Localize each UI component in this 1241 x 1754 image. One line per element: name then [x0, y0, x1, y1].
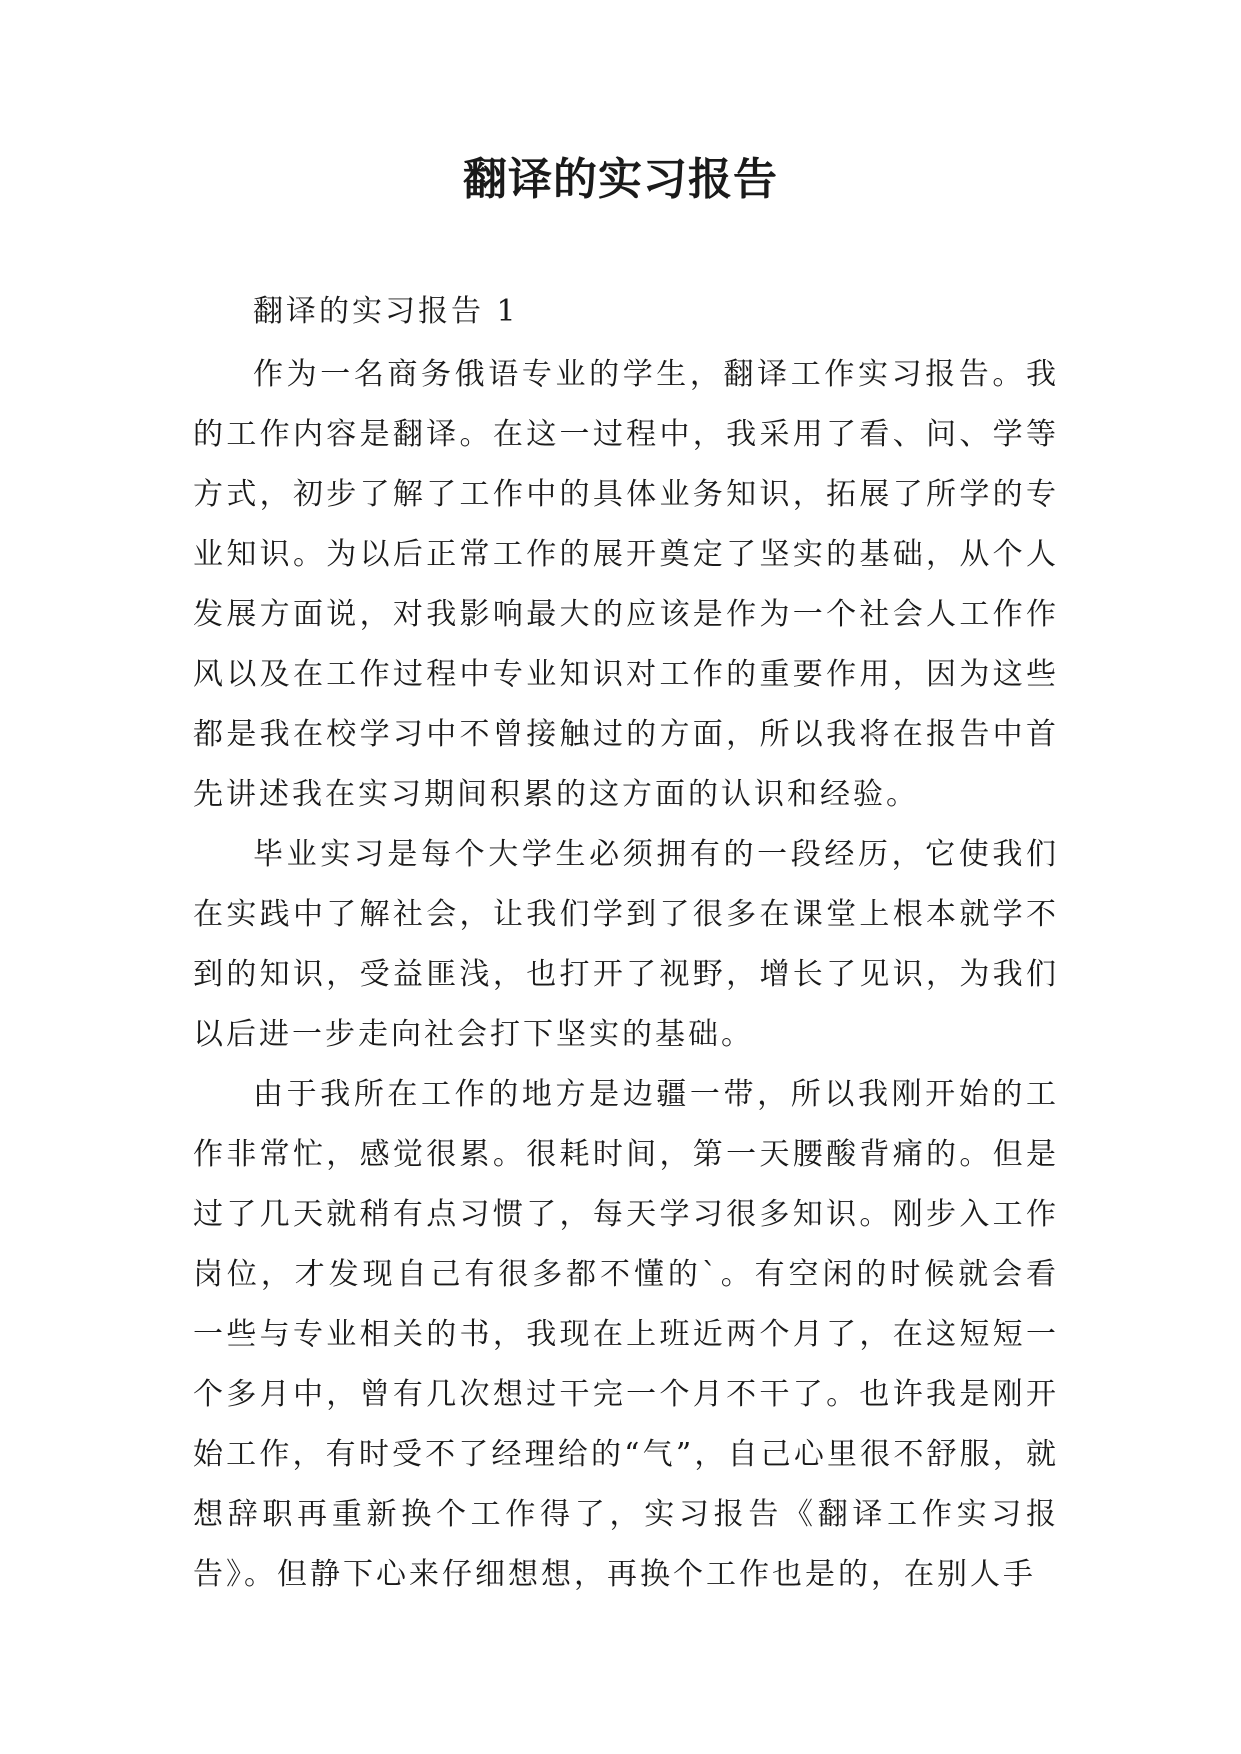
paragraph-1: 作为一名商务俄语专业的学生，翻译工作实习报告。我的工作内容是翻译。在这一过程中，我采用了看、问、学等方式，初步了解了工作中的具体业务知识，拓展了所学的专业知识。为以后正常工作的展开奠定了坚实的基础，从个人发展方面说，对我影响最大的应该是作为一个社会人工作作风以及在工作过程中专业知识对工作的重要作用，因为这些都是我在校学习中不曾接触过的方面，所以我将在报告中首先讲述我在实习期间积累的这方面的认识和经验。: [193, 357, 1059, 812]
document-title: 翻译的实习报告: [463, 154, 778, 205]
paragraph-3: 由于我所在工作的地方是边疆一带，所以我刚开始的工作非常忙，感觉很累。很耗时间，第一天腰酸背痛的。但是过了几天就稍有点习惯了，每天学习很多知识。刚步入工作岗位，才发现自己有很多都不懂的`。有空闲的时候就会看一些与专业相关的书，我现在上班近两个月了，在这短短一个多月中，曾有几次想过干完一个月不干了。也许我是刚开始工作，有时受不了经理给的“气”，自己心里很不舒服，就想辞职再重新换个工作得了，实习报告《翻译工作实习报告》。但静下心来仔细想想，再换个工作也是的，在别人手: [193, 1077, 1059, 1592]
section-heading: 翻译的实习报告 1: [253, 294, 519, 329]
paragraph-2: 毕业实习是每个大学生必须拥有的一段经历，它使我们在实践中了解社会，让我们学到了很多在课堂上根本就学不到的知识，受益匪浅，也打开了视野，增长了见识，为我们以后进一步走向社会打下坚实的基础。: [193, 837, 1059, 1052]
document-body: [193, 282, 1059, 1605]
